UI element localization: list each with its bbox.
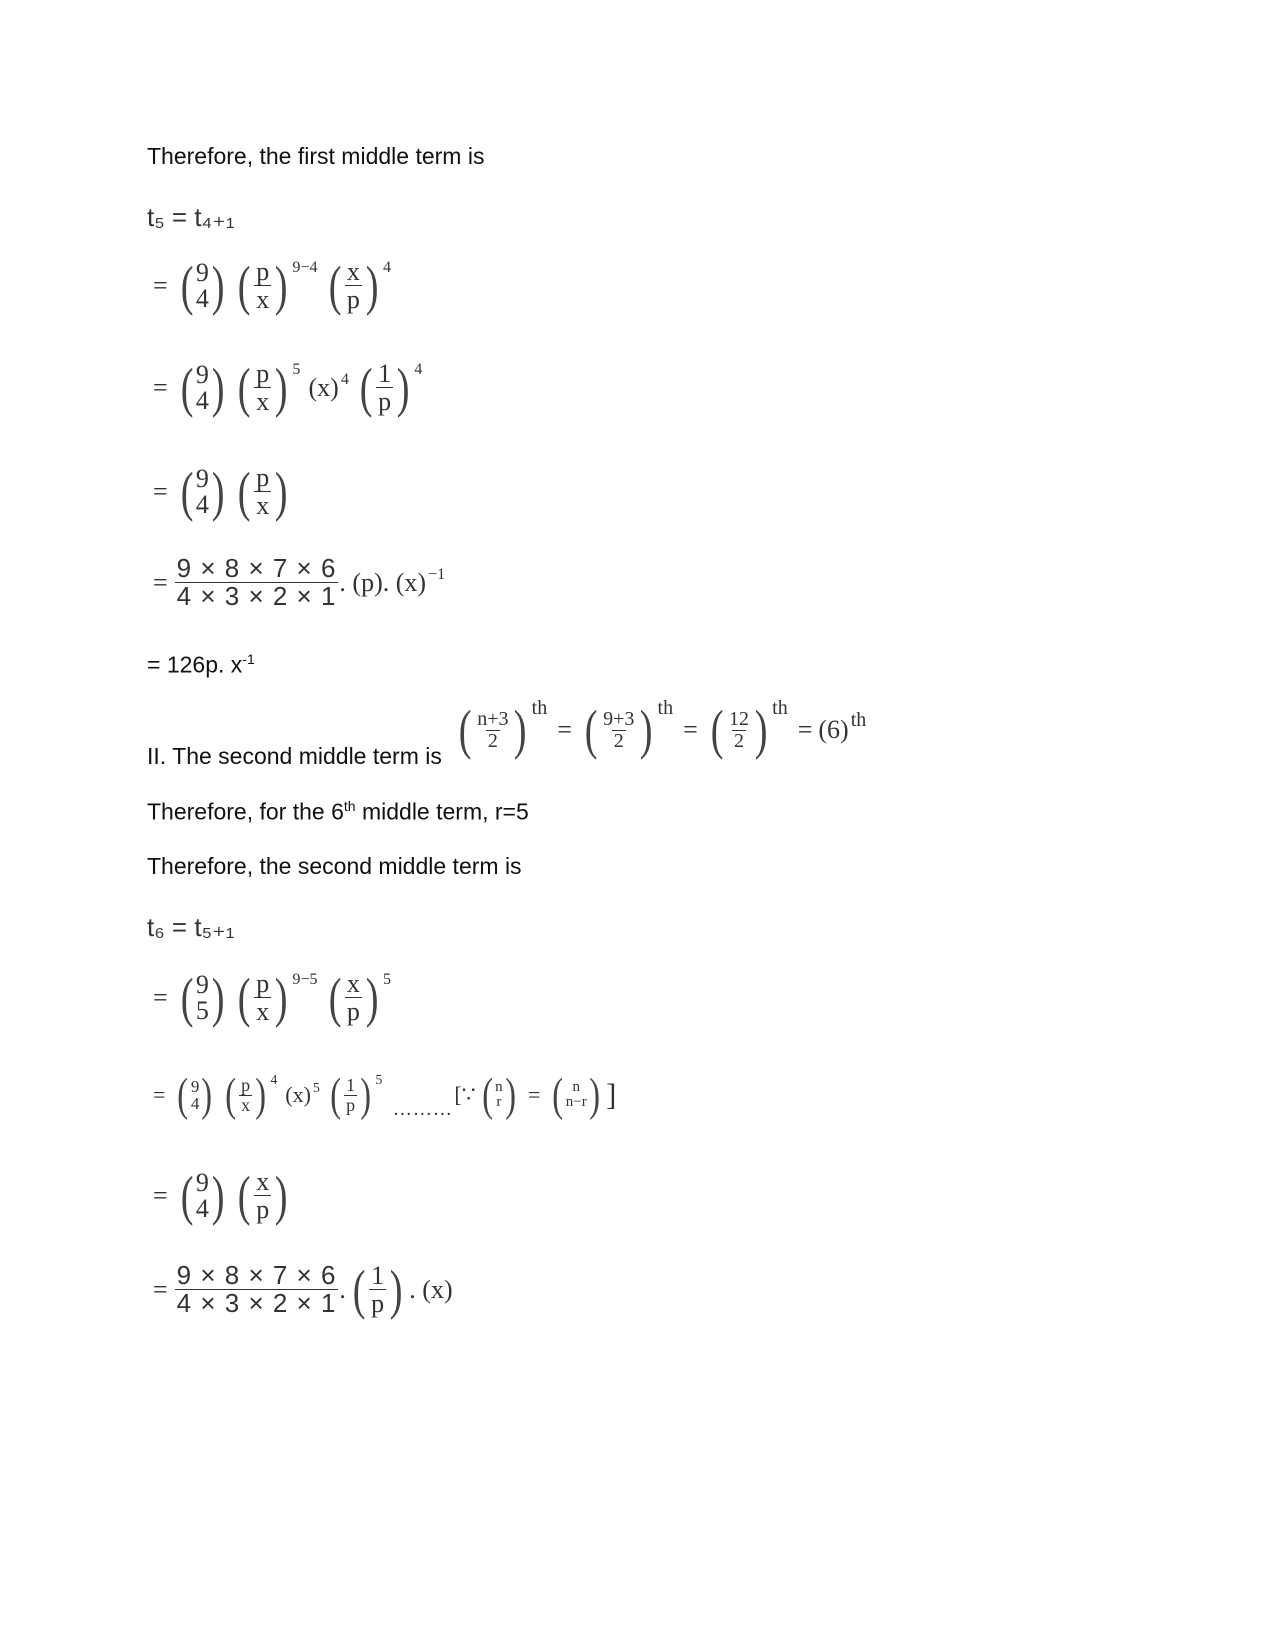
step-4-first: = $\frac{9 \times 8 \times 7 \times 6}{4 \times 3 \times 2 \times 1}$ . (p). (x) −1	[153, 553, 446, 612]
second-middle-term-formula: ( $\frac{n+3}{2}$ ) th = ( $\frac{9+3}{2}$ ) th = ( $\frac{12}{2}$ ) th = (6) th	[458, 696, 867, 760]
t5-label: t₅ = t₄₊₁	[147, 202, 235, 232]
second-middle-term-intro: Therefore, the second middle term is	[147, 853, 522, 879]
second-middle-term-heading: II. The second middle term is	[147, 743, 442, 769]
t6-label: t₆ = t₅₊₁	[147, 912, 235, 942]
step-2-second: = ( 9 4 ) ( $\frac{p}{x}$ ) 4 (x) 5 ( $\frac{1}{p}$ ) 5 ……… [∵ ( n r ) = ( n n−r ) ]	[153, 1069, 617, 1120]
step-3-first: = ( 9 4 ) ( $\frac{p}{x}$ )	[153, 460, 288, 522]
first-middle-term-intro: Therefore, the first middle term is	[147, 143, 485, 169]
step-4-second: = $\frac{9 \times 8 \times 7 \times 6}{4 \times 3 \times 2 \times 1}$ . ( $\frac{1}{p}$ ) . (x)	[153, 1258, 453, 1320]
sixth-term-statement: Therefore, for the 6th middle term, r=5	[147, 798, 529, 825]
step-1-second: = ( 9 5 ) ( $\frac{p}{x}$ ) 9−5 ( $\frac{x}{p}$ ) 5	[153, 966, 392, 1028]
t6-equation	[147, 912, 235, 943]
ellipsis-dots: ………	[392, 1097, 453, 1120]
first-middle-term-result: = 126p. $x^{-1}$	[147, 651, 255, 678]
because-bracket: [∵	[454, 1082, 476, 1108]
step-3-second: = ( 9 4 ) ( $\frac{x}{p}$ )	[153, 1164, 288, 1226]
t5-equation	[147, 202, 235, 233]
step-2-first: = ( 9 4 ) ( $\frac{p}{x}$ ) 5 (x) 4 ( $\frac{1}{p}$ ) 4	[153, 356, 423, 418]
step-1-first: = ( 9 4 ) ( $\frac{p}{x}$ ) 9−4 ( $\frac{x}{p}$ ) 4	[153, 254, 392, 316]
